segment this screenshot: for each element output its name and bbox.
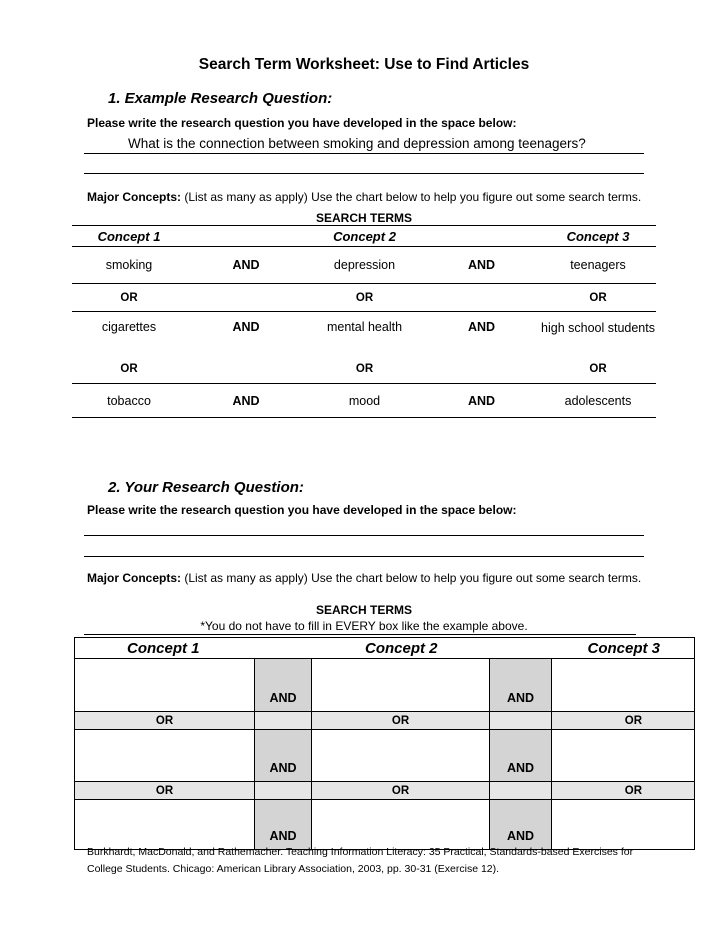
table-row	[75, 800, 695, 850]
example-cell: smoking	[72, 247, 186, 284]
example-cell: mental health	[306, 312, 423, 356]
or-label: OR	[540, 284, 656, 312]
concept-input-cell[interactable]	[552, 730, 695, 782]
and-label: AND	[186, 247, 306, 284]
or-label: OR	[312, 712, 490, 730]
or-row	[72, 356, 656, 384]
concept-input-cell[interactable]	[75, 800, 255, 850]
concept-input-cell[interactable]	[552, 800, 695, 850]
and-label: AND	[490, 730, 552, 782]
your-question-line-1[interactable]	[84, 535, 644, 536]
or-row	[75, 782, 695, 800]
example-question-line-1	[84, 153, 644, 154]
table-row	[75, 659, 695, 712]
example-cell: teenagers	[540, 247, 656, 284]
example-cell: high school students	[540, 312, 656, 356]
example-concept-1-header: Concept 1	[72, 226, 186, 247]
example-major-concepts	[87, 190, 641, 204]
and-label: AND	[255, 659, 312, 712]
your-concept-1-header: Concept 1	[75, 638, 255, 659]
note-underline	[84, 634, 636, 635]
or-label: OR	[75, 712, 255, 730]
major-concepts-label: Major Concepts:	[87, 190, 182, 204]
table-row	[72, 384, 656, 418]
and-label: AND	[423, 247, 540, 284]
your-major-concepts	[87, 571, 641, 585]
or-label: OR	[589, 363, 607, 376]
concept-input-cell[interactable]	[75, 659, 255, 712]
table-row	[72, 312, 656, 356]
your-instruction: Please write the research question you have developed in the space below:	[87, 503, 517, 517]
or-label: OR	[355, 363, 374, 376]
example-search-terms-label: SEARCH TERMS	[316, 211, 413, 225]
your-question-line-2[interactable]	[84, 556, 644, 557]
or-label: OR	[75, 782, 255, 800]
and-label: AND	[490, 659, 552, 712]
major-concepts-text: (List as many as apply) Use the chart below to help you figure out some search terms.	[181, 571, 642, 585]
concept-input-cell[interactable]	[312, 800, 490, 850]
citation: Burkhardt, MacDonald, and Rathemacher. Teaching Information Literacy: 35 Practical, Standards-based Exercises for College Students. Chicago: American Library Association, 2003, pp. 30-31 (Exercise 12).	[87, 846, 634, 875]
or-row	[75, 712, 695, 730]
example-concept-2-header: Concept 2	[306, 226, 423, 247]
example-cell: depression	[306, 247, 423, 284]
or-label: OR	[72, 284, 186, 312]
your-concept-3-header: Concept 3	[552, 638, 695, 659]
and-label: AND	[423, 384, 540, 418]
example-search-table	[72, 225, 656, 418]
example-cell: tobacco	[72, 384, 186, 418]
your-header-row	[75, 638, 695, 659]
and-label: AND	[255, 730, 312, 782]
or-label: OR	[312, 782, 490, 800]
and-label: AND	[423, 312, 540, 356]
your-table-note: *You do not have to fill in EVERY box like the example above.	[200, 619, 528, 633]
concept-input-cell[interactable]	[75, 730, 255, 782]
example-question-line-2	[84, 173, 644, 174]
example-instruction: Please write the research question you have developed in the space below:	[87, 116, 517, 130]
your-concept-2-header: Concept 2	[312, 638, 490, 659]
or-label: OR	[552, 782, 695, 800]
example-header-row	[72, 226, 656, 247]
or-label: OR	[552, 712, 695, 730]
concept-input-cell[interactable]	[552, 659, 695, 712]
or-label: OR	[306, 284, 423, 312]
example-section-heading: 1. Example Research Question:	[108, 90, 333, 107]
concept-input-cell[interactable]	[312, 730, 490, 782]
example-cell: mood	[306, 384, 423, 418]
your-search-table	[74, 637, 695, 850]
page-title: Search Term Worksheet: Use to Find Articles	[198, 56, 530, 73]
and-label: AND	[255, 800, 312, 850]
example-concept-3-header: Concept 3	[540, 226, 656, 247]
table-row	[75, 730, 695, 782]
example-cell: adolescents	[540, 384, 656, 418]
your-search-terms-label: SEARCH TERMS	[316, 603, 413, 617]
example-cell: cigarettes	[72, 312, 186, 356]
major-concepts-text: (List as many as apply) Use the chart below to help you figure out some search terms.	[181, 190, 642, 204]
major-concepts-label: Major Concepts:	[87, 571, 182, 585]
or-row	[72, 284, 656, 312]
and-label: AND	[186, 312, 306, 356]
or-label: OR	[120, 363, 138, 376]
and-label: AND	[490, 800, 552, 850]
table-row	[72, 247, 656, 284]
your-section-heading: 2. Your Research Question:	[108, 479, 304, 496]
example-question-text: What is the connection between smoking and depression among teenagers?	[128, 136, 586, 151]
and-label: AND	[186, 384, 306, 418]
concept-input-cell[interactable]	[312, 659, 490, 712]
